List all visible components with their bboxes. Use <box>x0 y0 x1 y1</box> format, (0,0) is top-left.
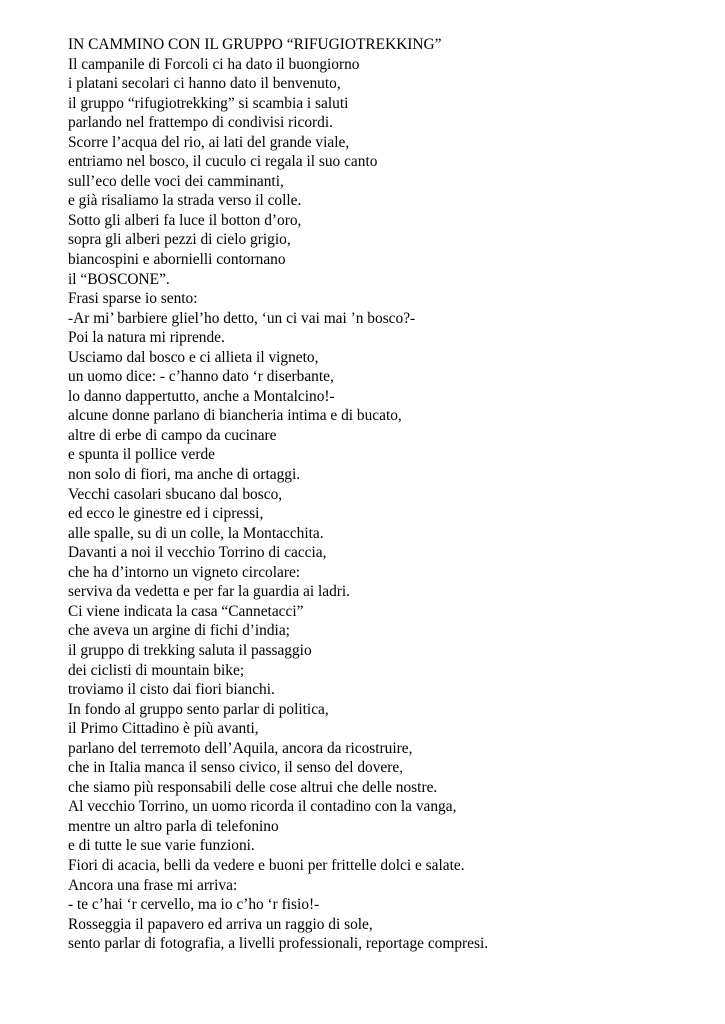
poem-line: altre di erbe di campo da cucinare <box>68 426 277 444</box>
poem-line: troviamo il cisto dai fiori bianchi. <box>68 681 275 699</box>
poem-line: il “BOSCONE”. <box>68 270 170 288</box>
poem-line: lo danno dappertutto, anche a Montalcino!- <box>68 387 335 405</box>
poem-line: e spunta il pollice verde <box>68 446 216 464</box>
poem-line: sull’eco delle voci dei camminanti, <box>68 172 284 190</box>
poem-line: Il campanile di Forcoli ci ha dato il buongiorno <box>68 55 360 73</box>
poem-line: Fiori di acacia, belli da vedere e buoni per frittelle dolci e salate. <box>68 856 465 874</box>
poem-line: entriamo nel bosco, il cuculo ci regala il suo canto <box>68 153 378 171</box>
poem-line: sento parlar di fotografia, a livelli professionali, reportage compresi. <box>68 935 489 953</box>
poem-line: il gruppo di trekking saluta il passaggio <box>68 641 312 659</box>
poem-line: i platani secolari ci hanno dato il benvenuto, <box>68 75 341 93</box>
poem-line: Poi la natura mi riprende. <box>68 329 225 347</box>
poem-line: Al vecchio Torrino, un uomo ricorda il contadino con la vanga, <box>68 798 457 816</box>
poem-line: Rosseggia il papavero ed arriva un raggio di sole, <box>68 915 373 933</box>
poem-line: il gruppo “rifugiotrekking” si scambia i saluti <box>68 94 349 112</box>
poem-title: IN CAMMINO CON IL GRUPPO “RIFUGIOTREKKING” <box>68 36 442 53</box>
poem-line: dei ciclisti di mountain bike; <box>68 661 245 679</box>
poem-line: e di tutte le sue varie funzioni. <box>68 837 255 855</box>
poem-line: il Primo Cittadino è più avanti, <box>68 720 259 738</box>
poem-line: alle spalle, su di un colle, la Montacchita. <box>68 524 324 542</box>
poem-line: Sotto gli alberi fa luce il botton d’oro, <box>68 211 302 229</box>
poem-line: biancospini e abornielli contornano <box>68 251 286 269</box>
poem-line: parlando nel frattempo di condivisi ricordi. <box>68 114 333 132</box>
poem-line: ed ecco le ginestre ed i cipressi, <box>68 505 264 523</box>
poem-line: Scorre l’acqua del rio, ai lati del grande viale, <box>68 133 350 151</box>
poem-line: Usciamo dal bosco e ci allieta il vigneto, <box>68 348 319 366</box>
poem-line: Davanti a noi il vecchio Torrino di caccia, <box>68 544 327 562</box>
poem-line: che aveva un argine di fichi d’india; <box>68 622 290 640</box>
poem-line: che siamo più responsabili delle cose altrui che delle nostre. <box>68 778 438 796</box>
poem-line: un uomo dice: - c’hanno dato ‘r diserbante, <box>68 368 334 386</box>
poem-line: sopra gli alberi pezzi di cielo grigio, <box>68 231 291 249</box>
poem-line: mentre un altro parla di telefonino <box>68 817 279 835</box>
poem-line: che ha d’intorno un vigneto circolare: <box>68 563 301 581</box>
poem-line: alcune donne parlano di biancheria intima e di bucato, <box>68 407 402 425</box>
poem-line: - te c’hai ‘r cervello, ma io c’ho ‘r fisio!- <box>68 896 320 914</box>
poem-text <box>68 35 488 954</box>
poem-line: e già risaliamo la strada verso il colle. <box>68 192 302 210</box>
poem-line: In fondo al gruppo sento parlar di politica, <box>68 700 329 718</box>
poem-line: non solo di fiori, ma anche di ortaggi. <box>68 466 301 484</box>
poem-line: Ancora una frase mi arriva: <box>68 876 238 894</box>
poem-line: Vecchi casolari sbucano dal bosco, <box>68 485 283 503</box>
poem-line: parlano del terremoto dell’Aquila, ancora da ricostruire, <box>68 739 413 757</box>
poem-line: serviva da vedetta e per far la guardia ai ladri. <box>68 583 351 601</box>
poem-line: -Ar mi’ barbiere gliel’ho detto, ‘un ci vai mai ’n bosco?- <box>68 309 416 327</box>
poem-line: Frasi sparse io sento: <box>68 290 198 308</box>
poem-line: Ci viene indicata la casa “Cannetacci” <box>68 602 304 620</box>
poem-line: che in Italia manca il senso civico, il senso del dovere, <box>68 759 404 777</box>
